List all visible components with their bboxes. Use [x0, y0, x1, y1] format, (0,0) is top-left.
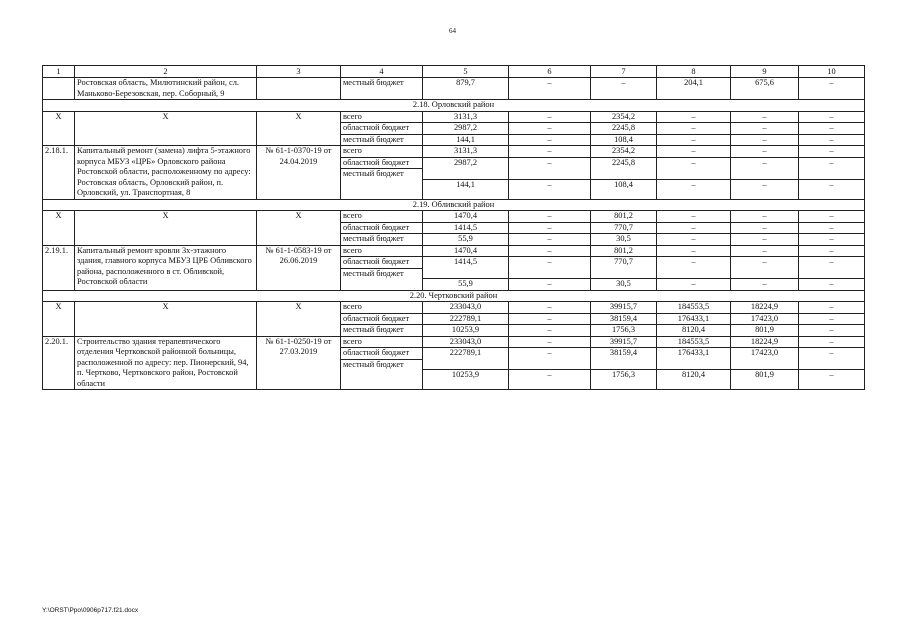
- value-cell: –: [657, 234, 731, 246]
- source-line: местный бюджет: [341, 359, 422, 370]
- item-number-cell: X: [43, 111, 75, 146]
- permit-cell: № 61-1-0370-19 от 24.04.2019: [257, 146, 341, 200]
- value-cell: [731, 146, 799, 200]
- value-cell: [731, 336, 799, 390]
- source-line: областной бюджет: [341, 348, 422, 360]
- column-header: 6: [509, 66, 591, 78]
- value-line: –: [547, 336, 552, 346]
- value-line: 18224,9: [750, 336, 779, 346]
- column-header: 3: [257, 66, 341, 78]
- value-cell: –: [731, 222, 799, 234]
- table-row: [43, 111, 865, 123]
- value-cell: [657, 336, 731, 390]
- value-cell: –: [731, 123, 799, 135]
- value-cell: –: [509, 111, 591, 123]
- value-cell: 38159,4: [591, 313, 657, 325]
- section-title: 2.19. Обливский район: [43, 199, 865, 211]
- value-cell: 233043,0: [423, 302, 509, 314]
- permit-cell: [257, 78, 341, 100]
- source-line: всего: [343, 146, 362, 155]
- value-cell: –: [657, 211, 731, 223]
- value-cell: –: [731, 111, 799, 123]
- value-line: 801,9: [731, 370, 798, 381]
- value-cell: 801,9: [731, 325, 799, 337]
- source-cell: всего: [341, 211, 423, 223]
- value-cell: [799, 336, 865, 390]
- value-line: 38159,4: [591, 348, 656, 370]
- source-line: местный бюджет: [341, 268, 422, 279]
- value-line: 1470,4: [453, 245, 478, 255]
- value-cell: 3131,3: [423, 111, 509, 123]
- value-cell: –: [509, 78, 591, 100]
- item-number-cell: 2.19.1.: [43, 245, 75, 290]
- value-cell: –: [799, 302, 865, 314]
- source-line: областной бюджет: [341, 257, 422, 269]
- permit-cell: X: [257, 211, 341, 246]
- value-cell: –: [509, 123, 591, 135]
- value-cell: [731, 245, 799, 290]
- value-cell: –: [799, 134, 865, 146]
- value-line: –: [509, 370, 590, 381]
- value-cell: [509, 245, 591, 290]
- section-header-row: [43, 290, 865, 302]
- value-line: –: [509, 348, 590, 370]
- table-row: [43, 336, 865, 390]
- budget-table: [42, 65, 865, 390]
- value-line: 233043,0: [449, 336, 482, 346]
- value-line: 144,1: [423, 179, 508, 190]
- value-cell: [591, 245, 657, 290]
- value-cell: –: [657, 123, 731, 135]
- value-cell: 184553,5: [657, 302, 731, 314]
- value-cell: –: [799, 313, 865, 325]
- value-line: 30,5: [591, 279, 656, 290]
- value-cell: 2987,2: [423, 123, 509, 135]
- value-line: –: [799, 370, 864, 381]
- value-cell: –: [509, 134, 591, 146]
- value-line: –: [657, 157, 730, 179]
- source-line: всего: [343, 245, 362, 255]
- value-line: 801,2: [614, 245, 633, 255]
- value-line: –: [799, 257, 864, 279]
- value-cell: –: [731, 234, 799, 246]
- source-cell: местный бюджет: [341, 325, 423, 337]
- value-line: –: [762, 245, 767, 255]
- section-title: 2.18. Орловский район: [43, 100, 865, 112]
- table-row: [43, 245, 865, 290]
- source-line: местный бюджет: [341, 169, 422, 180]
- value-line: 108,4: [591, 179, 656, 190]
- source-cell: [341, 245, 423, 290]
- value-cell: 55,9: [423, 234, 509, 246]
- value-cell: [509, 336, 591, 390]
- source-cell: всего: [341, 111, 423, 123]
- value-cell: –: [799, 123, 865, 135]
- value-line: –: [509, 257, 590, 279]
- column-header: 10: [799, 66, 865, 78]
- source-line: всего: [343, 336, 362, 346]
- item-number-cell: [43, 78, 75, 100]
- object-name-cell: Строительство здания терапевтического отделения Чертковской районной больницы, расположенной по адресу: пер. Пионерский, 94, п. Чертково, Чертковского район, Ростовской области: [75, 336, 257, 390]
- table-row: [43, 78, 865, 100]
- value-line: –: [547, 146, 552, 155]
- value-line: 176433,1: [657, 348, 730, 370]
- column-header: 4: [341, 66, 423, 78]
- object-name-cell: X: [75, 302, 257, 337]
- column-header: 8: [657, 66, 731, 78]
- value-cell: [423, 146, 509, 200]
- value-cell: 2245,8: [591, 123, 657, 135]
- item-number-cell: 2.20.1.: [43, 336, 75, 390]
- value-line: –: [731, 257, 798, 279]
- value-cell: 879,7: [423, 78, 509, 100]
- column-header: 9: [731, 66, 799, 78]
- source-cell: местный бюджет: [341, 134, 423, 146]
- value-cell: 1470,4: [423, 211, 509, 223]
- value-cell: [591, 336, 657, 390]
- value-cell: –: [657, 111, 731, 123]
- object-name-cell: Капитальный ремонт кровли 3х-этажного здания, главного корпуса МБУЗ ЦРБ Обливского района, расположенного в ст. Обливской, Ростовской области: [75, 245, 257, 290]
- value-cell: –: [509, 313, 591, 325]
- permit-cell: X: [257, 302, 341, 337]
- source-cell: [341, 146, 423, 200]
- column-header: 2: [75, 66, 257, 78]
- value-cell: 222789,1: [423, 313, 509, 325]
- value-line: 2354,2: [611, 146, 636, 155]
- value-cell: –: [657, 222, 731, 234]
- footer-file-path: Y:\ORST\Ppo\0906p717.f21.docx: [42, 607, 139, 614]
- value-cell: 17423,0: [731, 313, 799, 325]
- value-cell: 675,6: [731, 78, 799, 100]
- object-name-cell: Капитальный ремонт (замена) лифта 5-этажного корпуса МБУЗ «ЦРБ» Орловского района Ростовской области, расположенному по адресу: Ростовская область, Орловский район, п. Орловский, ул. Транспортная, 8: [75, 146, 257, 200]
- value-line: –: [657, 179, 730, 190]
- value-cell: [591, 146, 657, 200]
- value-cell: [657, 245, 731, 290]
- value-cell: 39915,7: [591, 302, 657, 314]
- permit-cell: № 61-1-0583-19 от 26.06.2019: [257, 245, 341, 290]
- value-cell: 801,2: [591, 211, 657, 223]
- value-line: 1414,5: [423, 257, 508, 279]
- value-line: –: [829, 146, 834, 155]
- column-header-row: [43, 66, 865, 78]
- section-title: 2.20. Чертковский район: [43, 290, 865, 302]
- page-number: 64: [449, 27, 456, 35]
- value-cell: –: [509, 222, 591, 234]
- source-line: областной бюджет: [341, 157, 422, 169]
- permit-cell: X: [257, 111, 341, 146]
- source-cell: всего: [341, 302, 423, 314]
- value-line: –: [691, 146, 696, 155]
- value-cell: –: [799, 111, 865, 123]
- value-cell: [799, 146, 865, 200]
- value-line: –: [799, 348, 864, 370]
- value-line: 770,7: [591, 257, 656, 279]
- value-line: 55,9: [423, 279, 508, 290]
- item-number-cell: X: [43, 211, 75, 246]
- value-cell: 18224,9: [731, 302, 799, 314]
- value-cell: [423, 336, 509, 390]
- value-line: 39915,7: [609, 336, 638, 346]
- value-cell: 770,7: [591, 222, 657, 234]
- value-cell: 10253,9: [423, 325, 509, 337]
- value-line: –: [731, 279, 798, 290]
- value-cell: 8120,4: [657, 325, 731, 337]
- value-line: –: [509, 179, 590, 190]
- value-cell: –: [657, 134, 731, 146]
- object-name-cell: Ростовская область, Милютинский район, сл. Маньково-Березовская, пер. Соборный, 9: [75, 78, 257, 100]
- value-line: –: [799, 179, 864, 190]
- value-cell: [799, 245, 865, 290]
- value-line: 222789,1: [423, 348, 508, 370]
- value-line: 1756,3: [591, 370, 656, 381]
- value-line: –: [691, 245, 696, 255]
- value-line: 2987,2: [423, 157, 508, 179]
- column-header: 5: [423, 66, 509, 78]
- value-line: 3131,3: [453, 146, 478, 155]
- value-cell: [509, 146, 591, 200]
- value-cell: –: [591, 78, 657, 100]
- source-cell: местный бюджет: [341, 78, 423, 100]
- table-row: [43, 211, 865, 223]
- value-line: 2245,8: [591, 157, 656, 179]
- value-cell: 30,5: [591, 234, 657, 246]
- item-number-cell: 2.18.1.: [43, 146, 75, 200]
- section-header-row: [43, 100, 865, 112]
- table-row: [43, 146, 865, 200]
- value-line: 184553,5: [677, 336, 710, 346]
- value-line: –: [731, 179, 798, 190]
- value-cell: –: [799, 234, 865, 246]
- value-cell: 1414,5: [423, 222, 509, 234]
- source-cell: областной бюджет: [341, 123, 423, 135]
- value-cell: 176433,1: [657, 313, 731, 325]
- value-cell: –: [799, 211, 865, 223]
- value-line: –: [829, 245, 834, 255]
- value-cell: –: [509, 325, 591, 337]
- section-header-row: [43, 199, 865, 211]
- item-number-cell: X: [43, 302, 75, 337]
- value-line: –: [799, 279, 864, 290]
- value-cell: –: [509, 211, 591, 223]
- value-line: –: [509, 279, 590, 290]
- value-cell: 204,1: [657, 78, 731, 100]
- value-cell: 1756,3: [591, 325, 657, 337]
- source-cell: областной бюджет: [341, 313, 423, 325]
- value-cell: –: [731, 134, 799, 146]
- source-cell: [341, 336, 423, 390]
- object-name-cell: X: [75, 111, 257, 146]
- table-row: [43, 302, 865, 314]
- permit-cell: № 61-1-0250-19 от 27.03.2019: [257, 336, 341, 390]
- source-cell: местный бюджет: [341, 234, 423, 246]
- column-header: 7: [591, 66, 657, 78]
- value-cell: 2354,2: [591, 111, 657, 123]
- column-header: 1: [43, 66, 75, 78]
- value-cell: 144,1: [423, 134, 509, 146]
- value-cell: –: [509, 234, 591, 246]
- value-cell: [657, 146, 731, 200]
- value-line: –: [657, 257, 730, 279]
- value-line: –: [657, 279, 730, 290]
- value-cell: –: [799, 222, 865, 234]
- value-line: –: [762, 146, 767, 155]
- value-line: 8120,4: [657, 370, 730, 381]
- value-line: –: [829, 336, 834, 346]
- value-line: –: [509, 157, 590, 179]
- value-line: –: [731, 157, 798, 179]
- value-cell: 108,4: [591, 134, 657, 146]
- value-line: 10253,9: [423, 370, 508, 381]
- value-line: –: [799, 157, 864, 179]
- source-cell: областной бюджет: [341, 222, 423, 234]
- value-cell: –: [731, 211, 799, 223]
- value-cell: –: [799, 78, 865, 100]
- value-cell: [423, 245, 509, 290]
- value-cell: –: [799, 325, 865, 337]
- value-line: 17423,0: [731, 348, 798, 370]
- object-name-cell: X: [75, 211, 257, 246]
- value-cell: –: [509, 302, 591, 314]
- value-line: –: [547, 245, 552, 255]
